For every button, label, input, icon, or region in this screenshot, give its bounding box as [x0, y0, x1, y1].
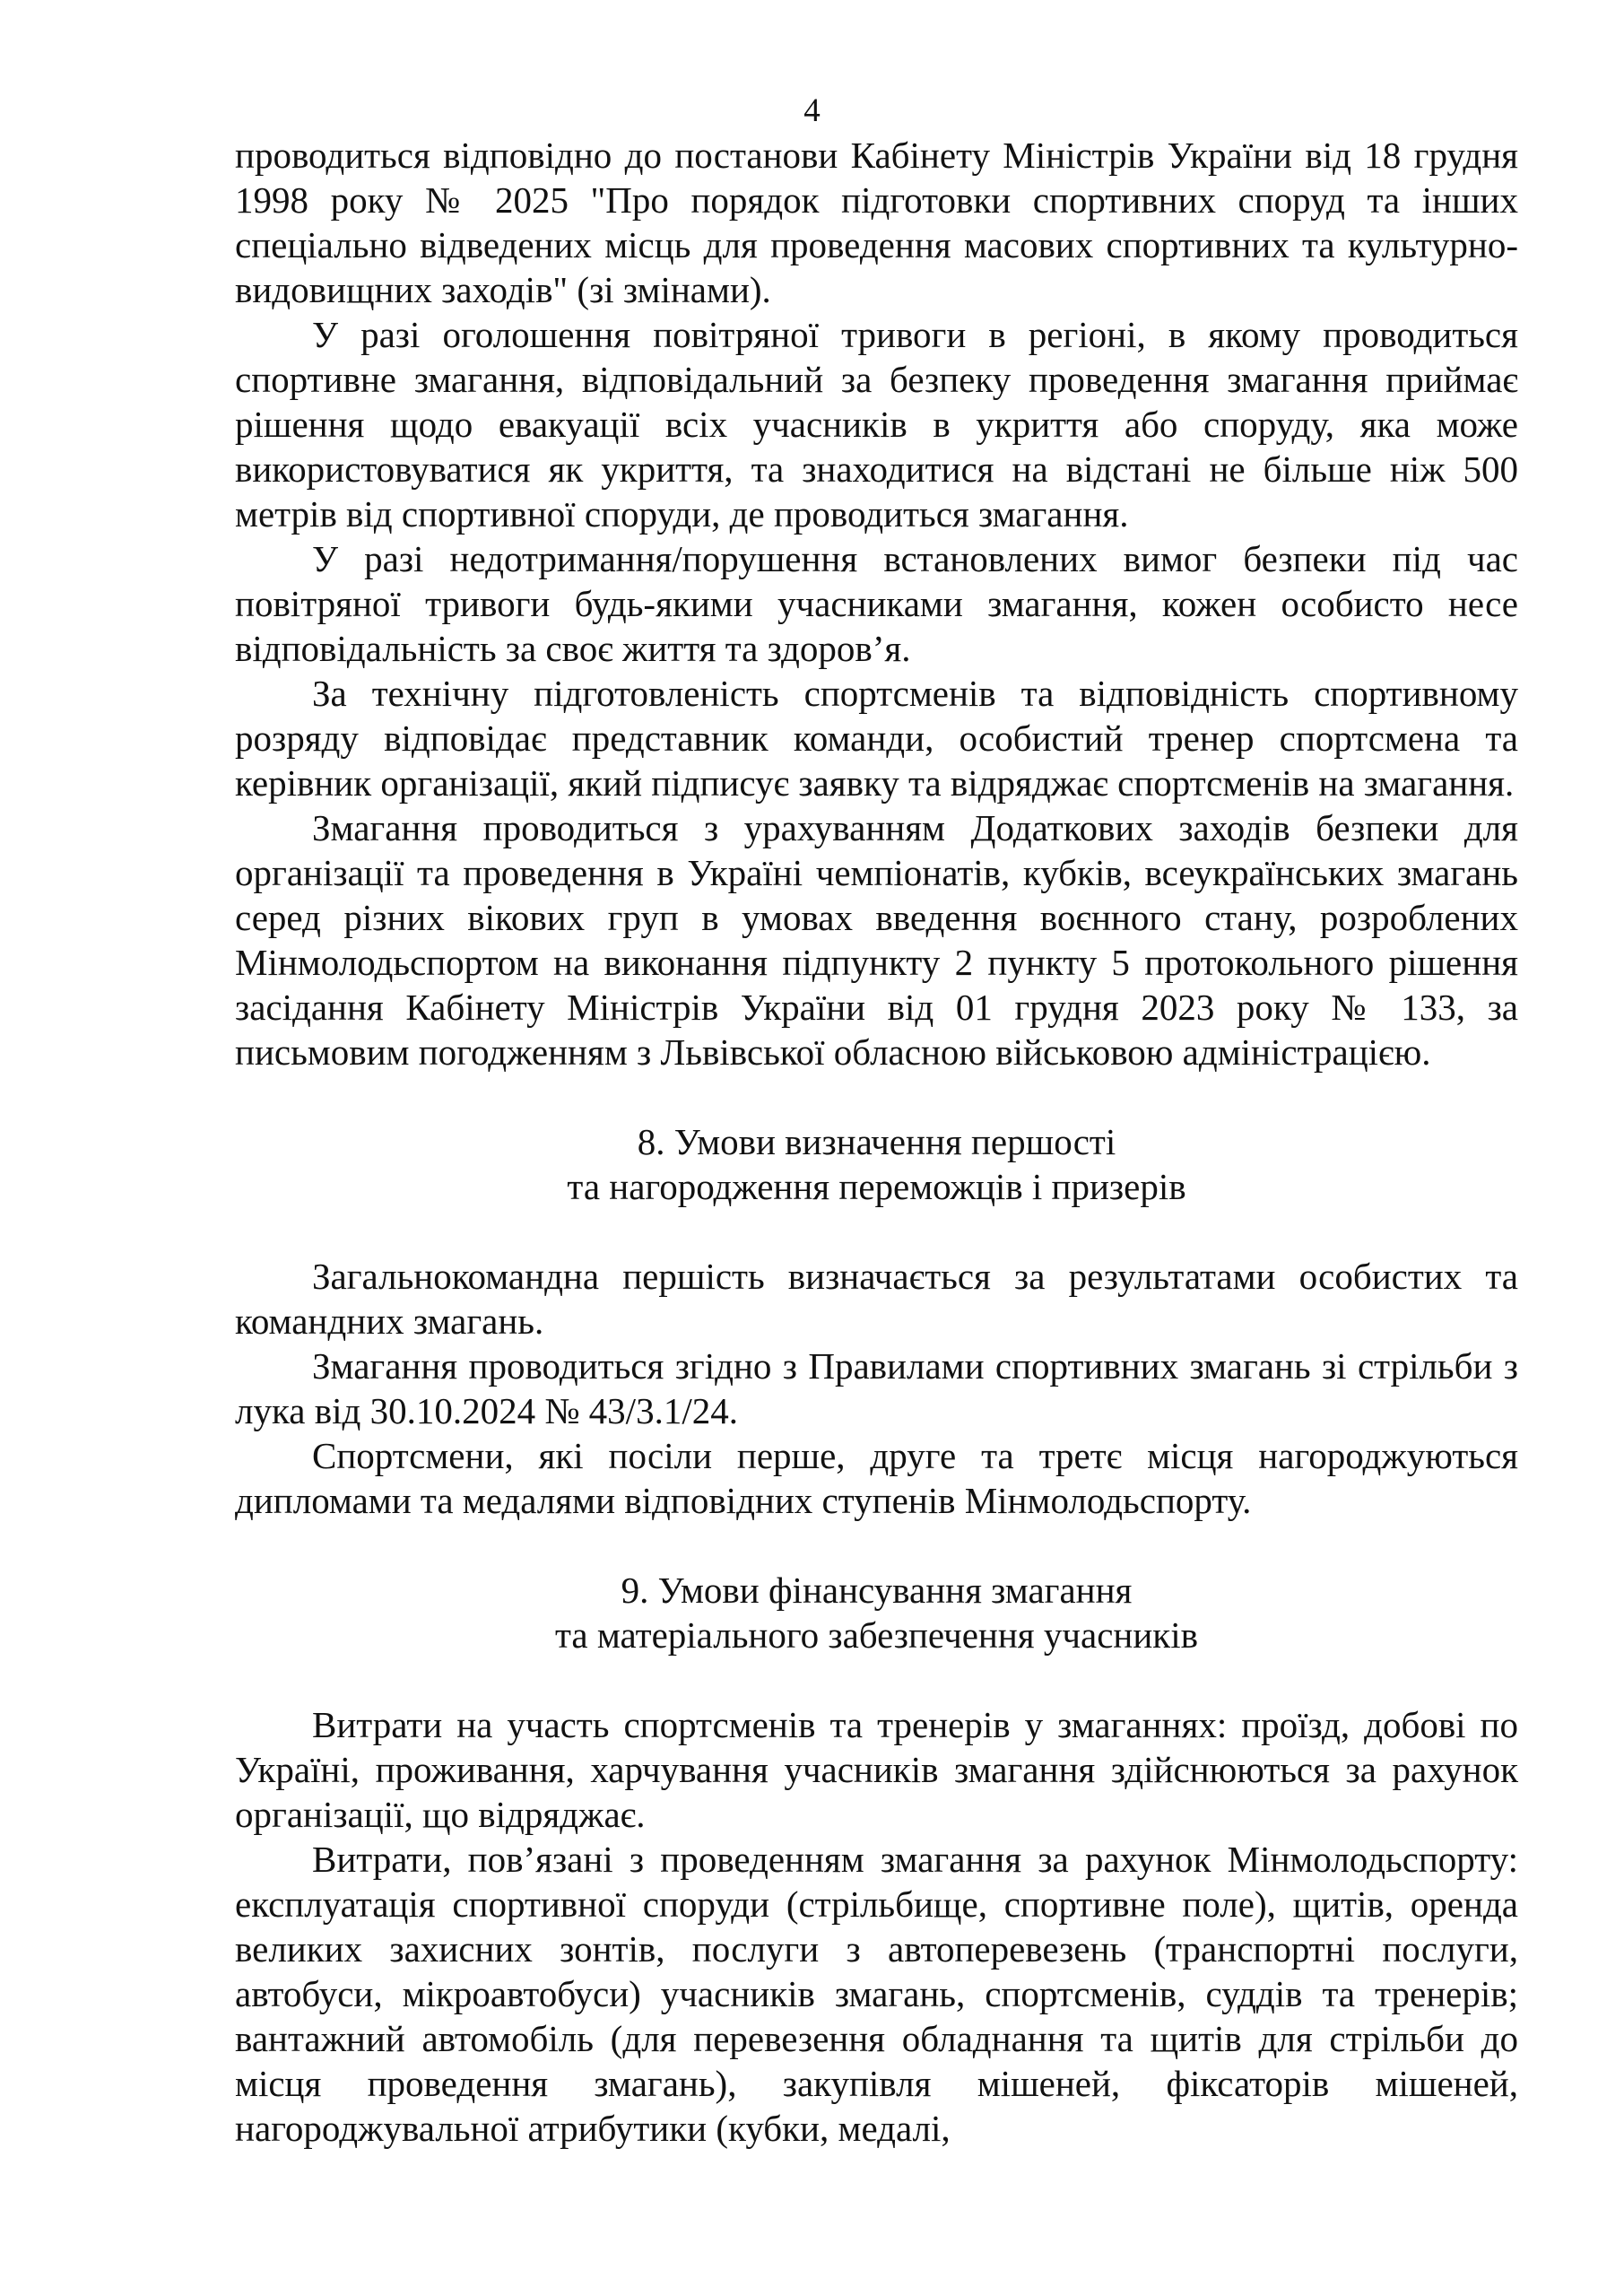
- section-9-paragraph: Витрати на участь спортсменів та тренерів у змаганнях: проїзд, добові по Україні, проживання, харчування учасників змагання здійснюються за рахунок організації, що відряджає.: [235, 1704, 1518, 1835]
- paragraph-security-measures: Змагання проводиться з урахуванням Додаткових заходів безпеки для організації та проведення в Україні чемпіонатів, кубків, всеукраїнських змагань серед різних вікових груп в умовах введення воєнного стану, розроблених Мінмолодьспортом на виконання підпункту 2 пункту 5 протокольного рішення засідання Кабінету Міністрів України від 01 грудня 2023 року № 133, за письмовим погодженням з Львівської обласною військовою адміністрацією.: [235, 807, 1518, 1073]
- paragraph-continuation: проводиться відповідно до постанови Кабінету Міністрів України від 18 грудня 1998 року № 2025 "Про порядок підготовки спортивних споруд та інших спеціально відведених місць для проведення масових спортивних та культурно-видовищних заходів" (зі змінами).: [235, 135, 1518, 310]
- section-8-heading: [235, 1119, 1518, 1209]
- document-body: [235, 133, 1518, 2151]
- section-8-paragraph: Спортсмени, які посіли перше, друге та третє місця нагороджуються дипломами та медалями відповідних ступенів Мінмолодьспорту.: [235, 1435, 1518, 1521]
- page-number: 4: [803, 92, 821, 129]
- section-8-paragraph: Змагання проводиться згідно з Правилами спортивних змагань зі стрільби з лука від 30.10.2024 № 43/3.1/24.: [235, 1345, 1518, 1431]
- section-8-title-line2: та нагородження переможців і призерів: [567, 1166, 1186, 1207]
- section-8-paragraph: Загальнокомандна першість визначається за результатами особистих та командних змагань.: [235, 1256, 1518, 1342]
- section-9-heading: [235, 1568, 1518, 1657]
- section-8-title-line1: 8. Умови визначення першості: [637, 1121, 1116, 1162]
- paragraph-responsibility: У разі недотримання/порушення встановлених вимог безпеки під час повітряної тривоги будь-якими учасниками змагання, кожен особисто несе відповідальність за своє життя та здоров’я.: [235, 538, 1518, 669]
- section-9-title-line2: та матеріального забезпечення учасників: [555, 1614, 1198, 1656]
- paragraph-air-alert: У разі оголошення повітряної тривоги в регіоні, в якому проводиться спортивне змагання, відповідальний за безпеку проведення змагання приймає рішення щодо евакуації всіх учасників в укриття або споруду, яка може використовуватися як укриття, та знаходитися на відстані не більше ніж 500 метрів від спортивної споруди, де проводиться змагання.: [235, 314, 1518, 535]
- paragraph-technical-readiness: За технічну підготовленість спортсменів та відповідність спортивному розряду відповідає представник команди, особистий тренер спортсмена та керівник організації, який підписує заявку та відряджає спортсменів на змагання.: [235, 673, 1518, 804]
- section-9-paragraph: Витрати, пов’язані з проведенням змагання за рахунок Мінмолодьспорту: експлуатація спортивної споруди (стрільбище, спортивне поле), щитів, оренда великих захисних зонтів, послуги з автоперевезень (транспортні послуги, автобуси, мікроавтобуси) учасників змагань, спортсменів, суддів та тренерів; вантажний автомобіль (для перевезення обладнання та щитів для стрільби до місця проведення змагань), закупівля мішеней, фіксаторів мішеней, нагороджувальної атрибутики (кубки, медалі,: [235, 1839, 1518, 2149]
- section-9-title-line1: 9. Умови фінансування змагання: [621, 1570, 1133, 1611]
